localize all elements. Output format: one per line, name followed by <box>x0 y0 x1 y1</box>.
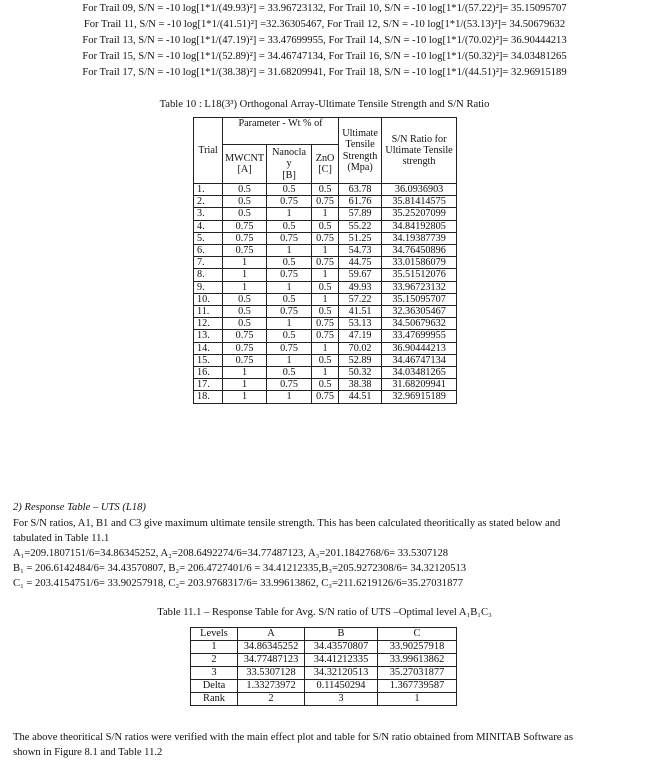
table10-cell: 0.75 <box>312 196 339 208</box>
table10-cell: 35.15095707 <box>382 293 457 305</box>
table11-cell: 0.11450294 <box>305 680 378 693</box>
table10-cell: 70.02 <box>339 342 382 354</box>
table10-cell: 1 <box>267 208 312 220</box>
table10-cell: 0.5 <box>312 220 339 232</box>
table10-cell: 0.5 <box>267 293 312 305</box>
table10-cell: 0.75 <box>223 354 267 366</box>
equation-a: A₁=209.1807151/6=34.86345252, A₂=208.6492274/6=34.77487123, A₃=201.1842768/6= 33.5307128 <box>13 548 449 559</box>
table10-cell: 1 <box>267 391 312 403</box>
trail-line-4: For Trail 15, S/N = -10 log[1*1/(52.89)²] = 34.46747134, For Trail 16, S/N = -10 log[1*1/(50.32)²]= 34.03481265 <box>82 51 567 62</box>
table10-cell: 0.5 <box>267 220 312 232</box>
section-para-line-2: tabulated in Table 11.1 <box>13 533 110 544</box>
table10-cell: 11. <box>194 306 223 318</box>
table-row <box>194 269 457 281</box>
table10-cell: 0.75 <box>312 232 339 244</box>
table10-cell: 63.78 <box>339 184 382 196</box>
table-row <box>194 342 457 354</box>
table10-cell: 0.75 <box>223 220 267 232</box>
table10-cell: 0.75 <box>223 330 267 342</box>
table10-cell: 52.89 <box>339 354 382 366</box>
table10-cell: 1 <box>312 245 339 257</box>
table10-cell: 16. <box>194 367 223 379</box>
table10-cell: 0.75 <box>267 269 312 281</box>
t11-header-b: B <box>305 628 378 641</box>
table10-cell: 0.5 <box>223 208 267 220</box>
table10-cell: 0.5 <box>267 367 312 379</box>
table10-cell: 35.51512076 <box>382 269 457 281</box>
table10-cell: 0.5 <box>223 306 267 318</box>
col-nano-unit: [B] <box>282 169 296 181</box>
table11-cell: 1 <box>191 641 238 654</box>
table11-cell: 2 <box>238 693 305 706</box>
table-row <box>194 293 457 305</box>
table11-cell: 34.41212335 <box>305 654 378 667</box>
table11-cell: 2 <box>191 654 238 667</box>
closing-line-2: shown in Figure 8.1 and Table 11.2 <box>13 747 163 758</box>
param-header: Parameter - Wt % of <box>223 118 339 145</box>
table10-cell: 4. <box>194 220 223 232</box>
table-row <box>194 257 457 269</box>
table11-cell: 35.27031877 <box>378 667 457 680</box>
t11-header-levels: Levels <box>191 628 238 641</box>
table11-cell: 1.33273972 <box>238 680 305 693</box>
table10-cell: 49.93 <box>339 281 382 293</box>
col-mwcnt-unit: [A] <box>237 164 252 175</box>
table10-cell: 8. <box>194 269 223 281</box>
table11-cell: 1 <box>378 693 457 706</box>
table10-cell: 34.76450896 <box>382 245 457 257</box>
table10-cell: 0.5 <box>267 184 312 196</box>
table10-cell: 50.32 <box>339 367 382 379</box>
col-zno <box>312 145 339 184</box>
col-sn: S/N Ratio for Ultimate Tensile strength <box>382 118 457 184</box>
section-heading: 2) Response Table – UTS (L18) <box>13 502 146 513</box>
table11-cell: 1.367739587 <box>378 680 457 693</box>
table11-cell: 33.5307128 <box>238 667 305 680</box>
col-zno-unit: [C] <box>318 164 332 175</box>
table10-cell: 1 <box>312 269 339 281</box>
table10-cell: 0.75 <box>267 342 312 354</box>
table10 <box>193 117 457 404</box>
table-row <box>194 184 457 196</box>
table10-cell: 1 <box>223 281 267 293</box>
table-row <box>191 680 457 693</box>
table10-cell: 0.75 <box>312 318 339 330</box>
table10-cell: 38.38 <box>339 379 382 391</box>
table10-cell: 0.75 <box>223 232 267 244</box>
equation-c: C₁ = 203.4154751/6= 33.90257918, C₂= 203.9768317/6= 33.99613862, C₃=211.6219126/6=35.27031877 <box>13 578 463 589</box>
table11-cell: 34.86345252 <box>238 641 305 654</box>
table10-cell: 1 <box>223 391 267 403</box>
table10-cell: 44.51 <box>339 391 382 403</box>
table10-cell: 1 <box>223 257 267 269</box>
table10-cell: 36.90444213 <box>382 342 457 354</box>
table-row <box>194 220 457 232</box>
table-row <box>194 379 457 391</box>
col-uts: Ultimate Tensile Strength (Mpa) <box>339 118 382 184</box>
table10-cell: 0.75 <box>267 232 312 244</box>
table10-cell: 1 <box>223 367 267 379</box>
table10-cell: 0.5 <box>223 293 267 305</box>
table-row <box>191 693 457 706</box>
table10-cell: 51.25 <box>339 232 382 244</box>
table11-cell: 33.99613862 <box>378 654 457 667</box>
table11-cell: 34.32120513 <box>305 667 378 680</box>
table10-cell: 0.5 <box>312 379 339 391</box>
t11-header-a: A <box>238 628 305 641</box>
table10-cell: 34.50679632 <box>382 318 457 330</box>
table11-caption: Table 11.1 – Response Table for Avg. S/N ratio of UTS –Optimal level A₁B₁C₃ <box>157 607 492 618</box>
table10-cell: 0.75 <box>267 196 312 208</box>
table10-cell: 0.5 <box>267 257 312 269</box>
table10-cell: 61.76 <box>339 196 382 208</box>
table-row <box>194 208 457 220</box>
table10-cell: 41.51 <box>339 306 382 318</box>
table-row <box>194 306 457 318</box>
table10-cell: 34.03481265 <box>382 367 457 379</box>
col-zno-label: ZnO <box>315 152 335 164</box>
table10-cell: 15. <box>194 354 223 366</box>
table10-cell: 35.81414575 <box>382 196 457 208</box>
table10-cell: 5. <box>194 232 223 244</box>
table-row <box>194 367 457 379</box>
table-row <box>191 667 457 680</box>
table10-cell: 0.5 <box>312 354 339 366</box>
table10-cell: 36.0936903 <box>382 184 457 196</box>
table10-cell: 1 <box>267 318 312 330</box>
table10-cell: 0.5 <box>223 318 267 330</box>
table-row <box>194 232 457 244</box>
table11-cell: 34.77487123 <box>238 654 305 667</box>
equation-b: B₁ = 206.6142484/6= 34.43570807, B₂= 206.4727401/6 = 34.41212335,B₃=205.9272308/6= 34.32120513 <box>13 563 467 574</box>
table10-cell: 2. <box>194 196 223 208</box>
table10-cell: 34.84192805 <box>382 220 457 232</box>
table10-cell: 1 <box>312 342 339 354</box>
table10-cell: 0.75 <box>312 330 339 342</box>
table10-cell: 33.96723132 <box>382 281 457 293</box>
table11-cell: 34.43570807 <box>305 641 378 654</box>
table10-cell: 1 <box>267 245 312 257</box>
col-trial: Trial <box>194 118 223 184</box>
table-row <box>194 330 457 342</box>
table-row <box>191 641 457 654</box>
table10-cell: 6. <box>194 245 223 257</box>
table10-cell: 54.73 <box>339 245 382 257</box>
table10-cell: 57.89 <box>339 208 382 220</box>
table10-cell: 0.5 <box>223 196 267 208</box>
col-nano <box>267 145 312 184</box>
table10-cell: 0.5 <box>312 281 339 293</box>
table10-cell: 44.75 <box>339 257 382 269</box>
table10-cell: 18. <box>194 391 223 403</box>
table10-cell: 35.25207099 <box>382 208 457 220</box>
table10-cell: 1 <box>312 208 339 220</box>
closing-line-1: The above theoritical S/N ratios were verified with the main effect plot and table for S/N ratio obtained from MINITAB Software as <box>13 732 573 743</box>
table11-cell: Delta <box>191 680 238 693</box>
table-row <box>194 196 457 208</box>
col-nano-label: Nanocla y <box>272 147 307 170</box>
table10-cell: 34.19387739 <box>382 232 457 244</box>
table10-cell: 31.68209941 <box>382 379 457 391</box>
table10-cell: 1 <box>267 354 312 366</box>
table-row <box>194 281 457 293</box>
table11-cell: 33.90257918 <box>378 641 457 654</box>
trail-line-1: For Trail 09, S/N = -10 log[1*1/(49.93)²] = 33.96723132, For Trail 10, S/N = -10 log[1*1/(57.22)²]= 35.15095707 <box>82 3 567 14</box>
table10-cell: 0.5 <box>267 330 312 342</box>
table11-cell: 3 <box>191 667 238 680</box>
table10-cell: 55.22 <box>339 220 382 232</box>
trail-line-3: For Trail 13, S/N = -10 log[1*1/(47.19)²] = 33.47699955, For Trail 14, S/N = -10 log[1*1/(70.02)²]= 36.90444213 <box>82 35 567 46</box>
table10-cell: 0.75 <box>223 245 267 257</box>
table10-cell: 1. <box>194 184 223 196</box>
table10-cell: 10. <box>194 293 223 305</box>
table10-cell: 34.46747134 <box>382 354 457 366</box>
table10-cell: 47.19 <box>339 330 382 342</box>
trail-line-2: For Trail 11, S/N = -10 log[1*1/(41.51)²] =32.36305467, For Trail 12, S/N = -10 log[1*1/(53.13)²]= 34.50679632 <box>83 19 566 30</box>
table10-cell: 32.96915189 <box>382 391 457 403</box>
col-mwcnt <box>223 145 267 184</box>
table-row <box>194 245 457 257</box>
table10-cell: 7. <box>194 257 223 269</box>
table-row <box>191 654 457 667</box>
table10-cell: 0.5 <box>223 184 267 196</box>
table-row <box>194 354 457 366</box>
table10-cell: 57.22 <box>339 293 382 305</box>
table11-cell: Rank <box>191 693 238 706</box>
table10-cell: 0.75 <box>267 379 312 391</box>
table10-caption: Table 10 : L18(3³) Orthogonal Array-Ultimate Tensile Strength and S/N Ratio <box>159 99 490 110</box>
col-mwcnt-label: MWCNT <box>225 152 265 164</box>
table10-cell: 0.5 <box>312 184 339 196</box>
table11-cell: 3 <box>305 693 378 706</box>
table10-cell: 1 <box>312 367 339 379</box>
table10-cell: 33.01586079 <box>382 257 457 269</box>
table10-cell: 9. <box>194 281 223 293</box>
table10-cell: 14. <box>194 342 223 354</box>
table10-cell: 1 <box>223 379 267 391</box>
table10-cell: 33.47699955 <box>382 330 457 342</box>
table10-cell: 0.75 <box>267 306 312 318</box>
table10-cell: 59.67 <box>339 269 382 281</box>
section-para-line-1: For S/N ratios, A1, B1 and C3 give maximum ultimate tensile strength. This has been calculated theoritically as stated below and <box>13 518 561 529</box>
table10-cell: 1 <box>267 281 312 293</box>
table11 <box>190 627 457 706</box>
trail-line-5: For Trail 17, S/N = -10 log[1*1/(38.38)²] = 31.68209941, For Trail 18, S/N = -10 log[1*1/(44.51)²]= 32.96915189 <box>82 67 567 78</box>
table10-cell: 3. <box>194 208 223 220</box>
t11-header-c: C <box>378 628 457 641</box>
table10-cell: 1 <box>312 293 339 305</box>
table10-cell: 12. <box>194 318 223 330</box>
table10-cell: 0.75 <box>312 391 339 403</box>
table10-cell: 17. <box>194 379 223 391</box>
table10-cell: 13. <box>194 330 223 342</box>
table-row <box>194 318 457 330</box>
table10-cell: 0.75 <box>223 342 267 354</box>
table10-cell: 53.13 <box>339 318 382 330</box>
table10-cell: 1 <box>223 269 267 281</box>
table10-cell: 0.5 <box>312 306 339 318</box>
table10-cell: 32.36305467 <box>382 306 457 318</box>
table-row <box>194 391 457 403</box>
table10-cell: 0.75 <box>312 257 339 269</box>
